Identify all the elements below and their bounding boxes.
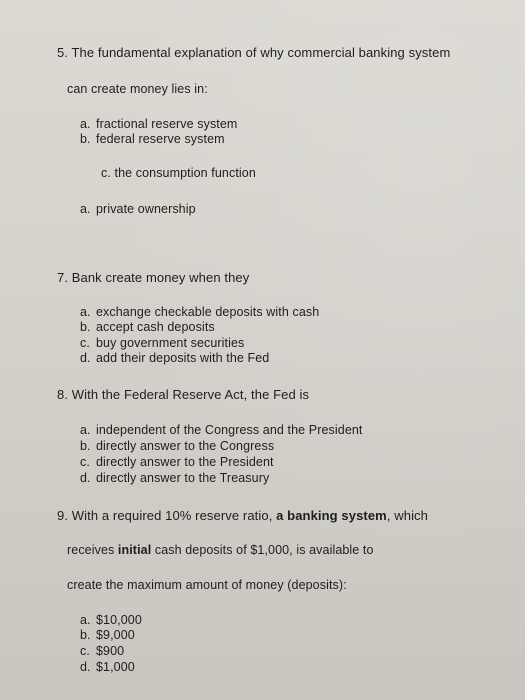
option-text: add their deposits with the Fed: [96, 351, 270, 365]
option-text: $10,000: [96, 613, 142, 627]
option-letter: d.: [80, 660, 91, 674]
q9-line1-part1: 9. With a required 10% reserve ratio,: [57, 508, 277, 523]
q7-option-c: [80, 336, 244, 351]
option-letter: a.: [80, 305, 91, 319]
option-text: independent of the Congress and the President: [96, 423, 363, 437]
q9-line2-bold: initial: [117, 543, 152, 557]
option-text: c. the consumption function: [101, 166, 256, 180]
option-text: accept cash deposits: [96, 320, 215, 334]
q9-option-a: [80, 613, 142, 628]
q9-line2-part2: cash deposits of $1,000, is available to: [151, 543, 374, 557]
q8-option-a: [80, 423, 363, 438]
option-text: directly answer to the Treasury: [96, 471, 270, 485]
option-letter: a.: [80, 202, 91, 216]
q8-stem: 8. With the Federal Reserve Act, the Fed is: [57, 387, 310, 402]
option-letter: b.: [80, 439, 91, 453]
q9-stem-line3: create the maximum amount of money (deposits):: [67, 578, 347, 592]
option-letter: a.: [80, 423, 91, 437]
option-letter: a.: [80, 613, 91, 627]
q9-option-d: [80, 660, 135, 675]
q8-option-b: [80, 439, 274, 454]
q8-option-d: [80, 471, 269, 486]
option-letter: d.: [80, 471, 91, 485]
q7-option-b: [80, 320, 215, 335]
q5-stem-line2: can create money lies in:: [67, 82, 208, 96]
q9-option-b: [80, 628, 135, 643]
option-text: fractional reserve system: [96, 117, 238, 131]
option-letter: b.: [80, 628, 91, 642]
q7-stem: 7. Bank create money when they: [57, 270, 250, 285]
q9-line2-part1: receives: [67, 543, 118, 557]
option-letter: c.: [80, 644, 90, 658]
q9-stem-line1: [57, 508, 428, 523]
option-text: directly answer to the Congress: [96, 439, 275, 453]
q7-option-d: [80, 351, 269, 366]
option-text: buy government securities: [96, 336, 245, 350]
q5-option-c: [101, 166, 256, 181]
option-text: private ownership: [96, 202, 196, 216]
option-text: federal reserve system: [96, 132, 225, 146]
q5-stem-line1: 5. The fundamental explanation of why commercial banking system: [57, 45, 451, 60]
option-text: $9,000: [96, 628, 135, 642]
option-text: $1,000: [96, 660, 135, 674]
option-letter: c.: [80, 455, 90, 469]
option-text: directly answer to the President: [96, 455, 274, 469]
q5-option-a: [80, 117, 237, 132]
q8-option-c: [80, 455, 274, 470]
option-letter: b.: [80, 320, 91, 334]
q9-stem-line2: [67, 543, 374, 558]
option-text: $900: [96, 644, 125, 658]
q9-line1-bold: a banking system: [276, 508, 387, 523]
q5-option-b: [80, 132, 225, 147]
q5-option-d: [80, 202, 196, 217]
option-letter: a.: [80, 117, 91, 131]
q9-line1-part2: , which: [386, 508, 428, 523]
q9-option-c: [80, 644, 124, 659]
option-text: exchange checkable deposits with cash: [96, 305, 320, 319]
option-letter: c.: [80, 336, 90, 350]
q7-option-a: [80, 305, 319, 320]
option-letter: b.: [80, 132, 91, 146]
option-letter: d.: [80, 351, 91, 365]
